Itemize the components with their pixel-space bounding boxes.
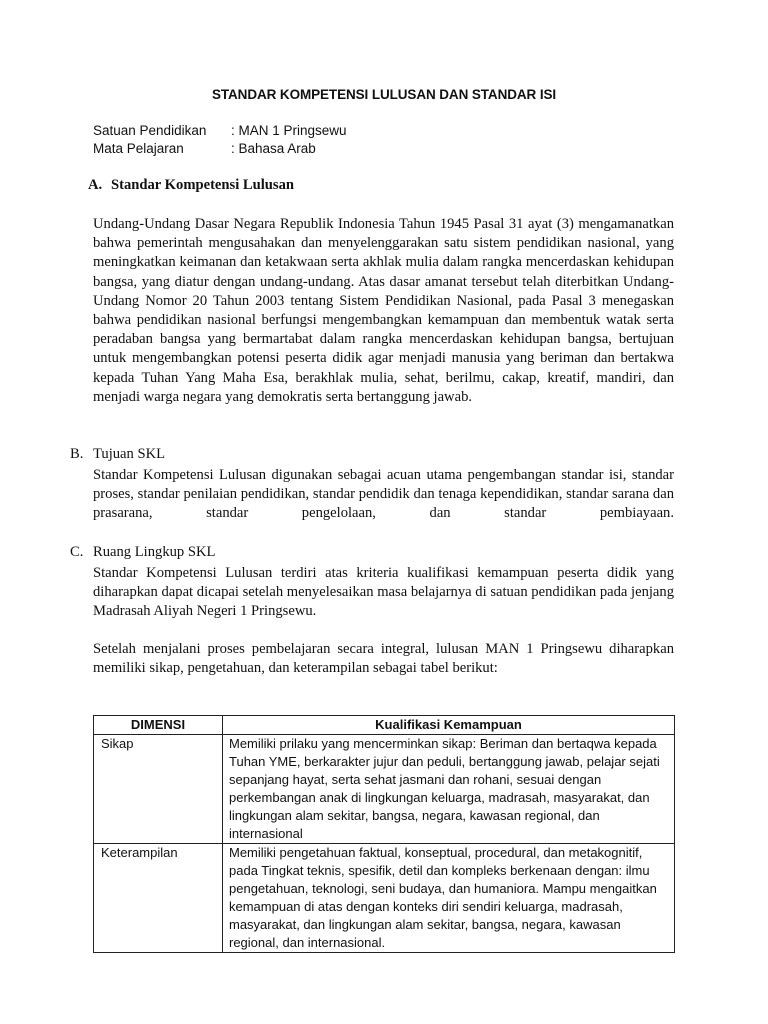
section-a-body: Undang-Undang Dasar Negara Republik Indonesia Tahun 1945 Pasal 31 ayat (3) mengamanatkan bahwa pemerintah mengusahakan dan menyelenggarakan satu sistem pendidikan nasional, yang meningkatkan keimanan dan ketakwaan serta akhlak mulia dalam rangka mencerdaskan kehidupan bangsa, yang diatur dengan undang-undang. Atas dasar amanat tersebut telah diterbitkan Undang-Undang Nomor 20 Tahun 2003 tentang Sistem Pendidikan Nasional, pada Pasal 3 menegaskan bahwa pendidikan nasional berfungsi mengembangkan kemampuan dan membentuk watak serta peradaban bangsa yang bermartabat dalam rangka mencerdaskan kehidupan bangsa, bertujuan untuk mengembangkan potensi peserta didik agar menjadi manusia yang beriman dan bertakwa kepada Tuhan Yang Maha Esa, berakhlak mulia, sehat, berilmu, cakap, kreatif, mandiri, dan menjadi warga negara yang demokratis serta bertanggung jawab. [93, 216, 674, 405]
meta-label: Mata Pelajaran [93, 141, 184, 156]
section-b-heading [70, 446, 165, 463]
section-title: Ruang Lingkup SKL [93, 544, 216, 560]
qualification-cell: Memiliki pengetahuan faktual, konseptual, procedural, dan metakognitif, pada Tingkat teknis, spesifik, detil dan kompleks berkenaan dengan: ilmu pengetahuan, teknologi, seni budaya, dan humaniora. Mampu mengaitkan kemampuan di atas dengan konteks diri sendiri keluarga, madrasah, masyarakat, dan lingkungan alam sekitar, bangsa, negara, kawasan regional, dan internasional. [223, 844, 675, 953]
document-title: STANDAR KOMPETENSI LULUSAN DAN STANDAR ISI [211, 87, 557, 102]
meta-value: : MAN 1 Pringsewu [231, 123, 347, 138]
section-number: B. [70, 446, 84, 462]
meta-value: : Bahasa Arab [231, 141, 316, 156]
section-number: A. [88, 177, 103, 193]
section-number: C. [70, 544, 84, 560]
section-c-heading [70, 544, 215, 561]
table-row [94, 735, 675, 844]
table-header-row [94, 716, 675, 735]
qualification-cell: Memiliki prilaku yang mencerminkan sikap: Beriman dan bertaqwa kepada Tuhan YME, berkarakter jujur dan peduli, bertanggung jawab, pelajar sejati sepanjang hayat, serta sehat jasmani dan rohani, sesuai dengan perkembangan anak di lingkungan keluarga, madrasah, masyarakat, dan lingkungan alam sekitar, bangsa, negara, kawasan regional, dan internasional [223, 735, 675, 844]
column-header-dimensi: DIMENSI [94, 716, 223, 735]
table-row [94, 844, 675, 953]
column-header-kualifikasi: Kualifikasi Kemampuan [223, 716, 675, 735]
section-title: Standar Kompetensi Lulusan [111, 177, 295, 193]
section-c-body-2: Setelah menjalani proses pembelajaran secara integral, lulusan MAN 1 Pringsewu diharapkan memiliki sikap, pengetahuan, dan keterampilan sebagai tabel berikut: [93, 641, 674, 677]
dimension-cell: Sikap [94, 735, 223, 844]
section-a-heading [88, 177, 294, 194]
meta-row-satuan [93, 122, 347, 140]
meta-row-mapel [93, 140, 316, 158]
section-title: Tujuan SKL [93, 446, 166, 462]
dimension-cell: Keterampilan [94, 844, 223, 953]
section-b-body: Standar Kompetensi Lulusan digunakan sebagai acuan utama pengembangan standar isi, standar proses, standar penilaian pendidikan, standar pendidik dan tenaga kependidikan, standar sarana dan prasarana, standar pengelolaan, dan standar pembiayaan. [93, 467, 674, 522]
section-c-body: Standar Kompetensi Lulusan terdiri atas kriteria kualifikasi kemampuan peserta didik yang diharapkan dapat dicapai setelah menyelesaikan masa belajarnya di satuan pendidikan pada jenjang Madrasah Aliyah Negeri 1 Pringsewu. [93, 565, 674, 620]
skl-table [93, 715, 675, 953]
meta-label: Satuan Pendidikan [93, 123, 207, 138]
